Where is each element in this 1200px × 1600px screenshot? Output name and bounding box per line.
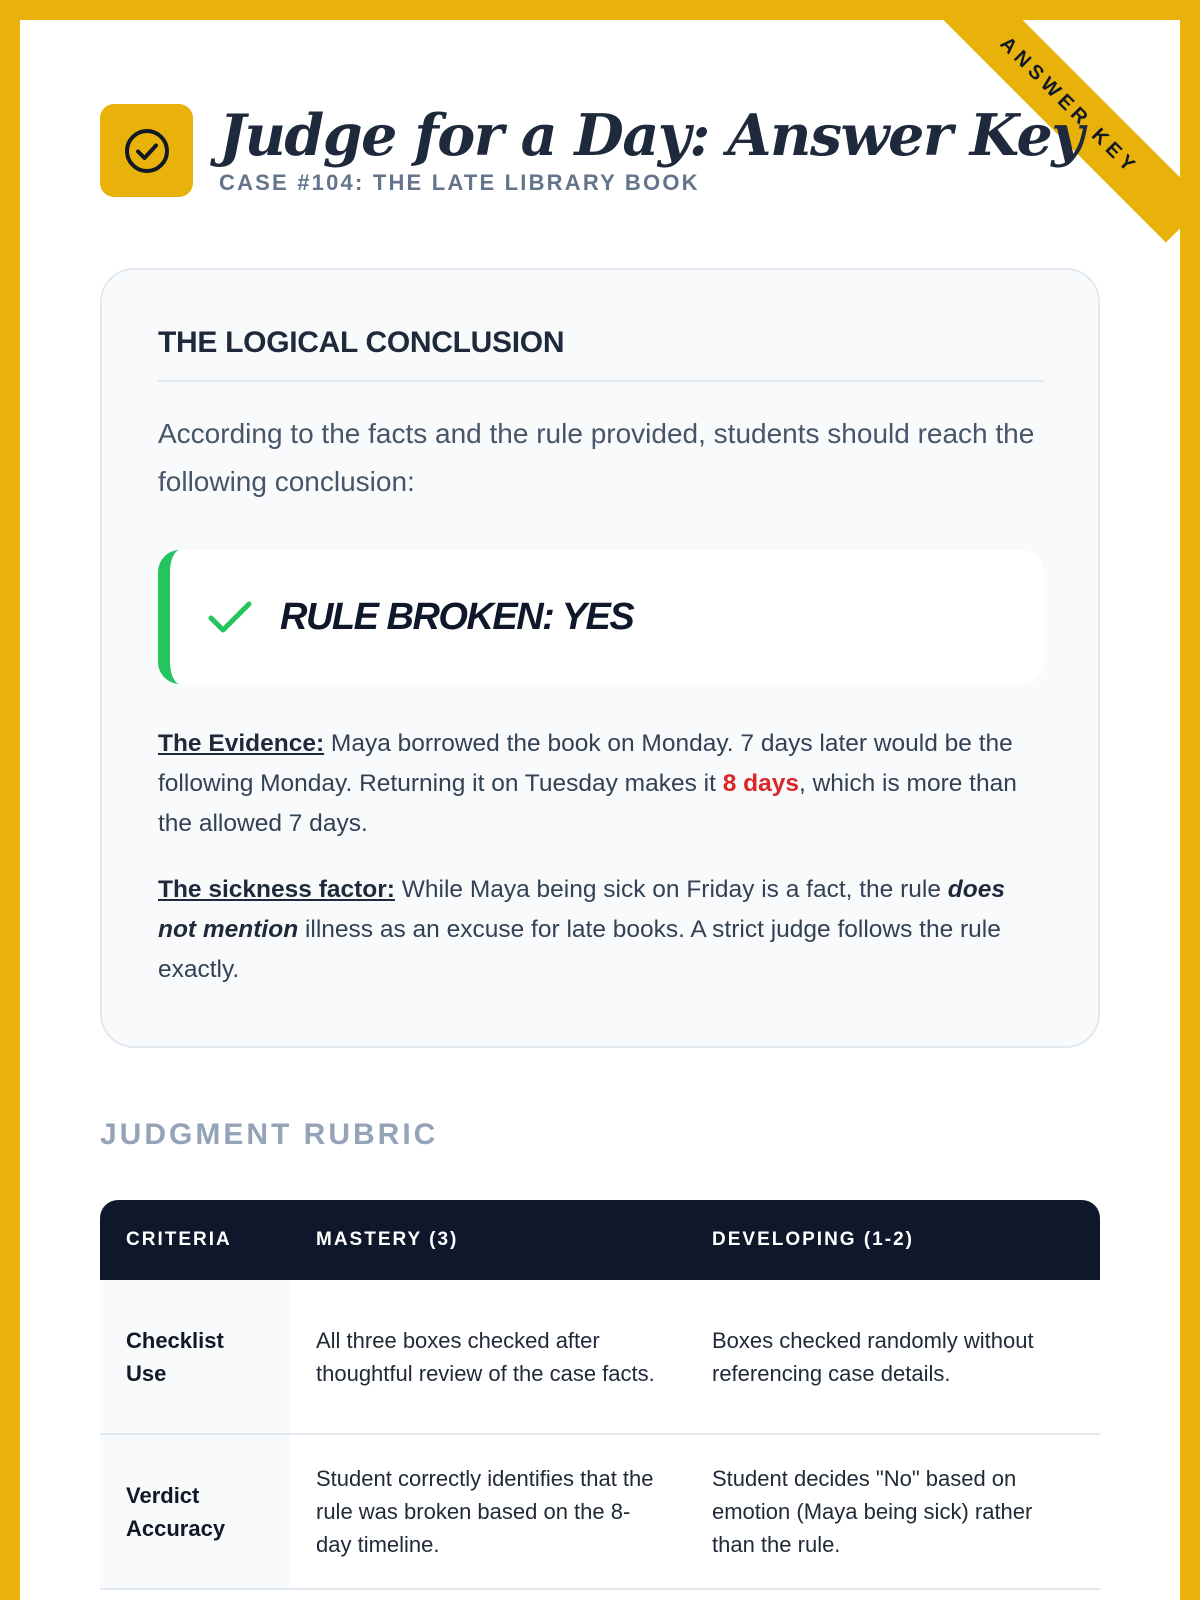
verdict-text: RULE BROKEN: YES	[280, 595, 634, 638]
sickness-lead: The sickness factor:	[158, 876, 395, 903]
check-circle-icon	[122, 126, 172, 176]
rubric-header-developing: DEVELOPING (1-2)	[686, 1200, 1100, 1280]
rubric-developing-cell: Boxes checked randomly without referencing case details.	[686, 1280, 1100, 1435]
check-icon	[208, 599, 252, 635]
evidence-highlight: 8 days	[722, 770, 799, 797]
table-row	[100, 1280, 1100, 1435]
evidence-text-before: Maya borrowed the book on Monday. 7 days later would be the following Monday. Returning it on Tuesday makes it	[158, 730, 1013, 797]
rubric-mastery-cell: Student correctly identifies that the rule was broken based on the 8-day timeline.	[290, 1435, 686, 1590]
page-header	[100, 104, 1083, 197]
rubric-title: JUDGMENT RUBRIC	[100, 1118, 439, 1151]
case-subtitle: CASE #104: THE LATE LIBRARY BOOK	[219, 170, 700, 195]
rubric-criteria-cell: Verdict Accuracy	[100, 1435, 290, 1590]
evidence-text-after: , which is more than the allowed 7 days.	[158, 770, 1017, 837]
rubric-header-criteria: CRITERIA	[100, 1200, 290, 1280]
rubric-table	[100, 1200, 1100, 1590]
title-block	[219, 102, 1083, 196]
sickness-text-after: illness as an excuse for late books. A strict judge follows the rule exactly.	[158, 916, 1001, 983]
evidence-paragraph	[158, 724, 1044, 844]
rubric-developing-cell: Student decides "No" based on emotion (Maya being sick) rather than the rule.	[686, 1435, 1100, 1590]
rubric-criteria-cell: Checklist Use	[100, 1280, 290, 1435]
conclusion-intro: According to the facts and the rule provided, students should reach the following conclusion:	[158, 418, 1035, 497]
answer-key-sheet	[20, 20, 1180, 1600]
rubric-header-row	[100, 1200, 1100, 1280]
rubric-header-mastery: MASTERY (3)	[290, 1200, 686, 1280]
sickness-text-before: While Maya being sick on Friday is a fact, the rule	[394, 876, 948, 903]
verdict-box	[158, 550, 1044, 684]
evidence-lead: The Evidence:	[158, 730, 325, 757]
sickness-paragraph	[158, 870, 1044, 990]
page-title: Judge for a Day: Answer Key	[219, 102, 1083, 169]
conclusion-card	[100, 268, 1100, 1048]
sickness-emphasis: does not mention	[158, 876, 1005, 943]
table-row	[100, 1435, 1100, 1590]
logo-badge	[100, 104, 193, 197]
conclusion-heading: THE LOGICAL CONCLUSION	[158, 326, 1044, 382]
answer-key-ribbon: ANSWER KEY	[933, 20, 1180, 242]
rubric-mastery-cell: All three boxes checked after thoughtful review of the case facts.	[290, 1280, 686, 1435]
